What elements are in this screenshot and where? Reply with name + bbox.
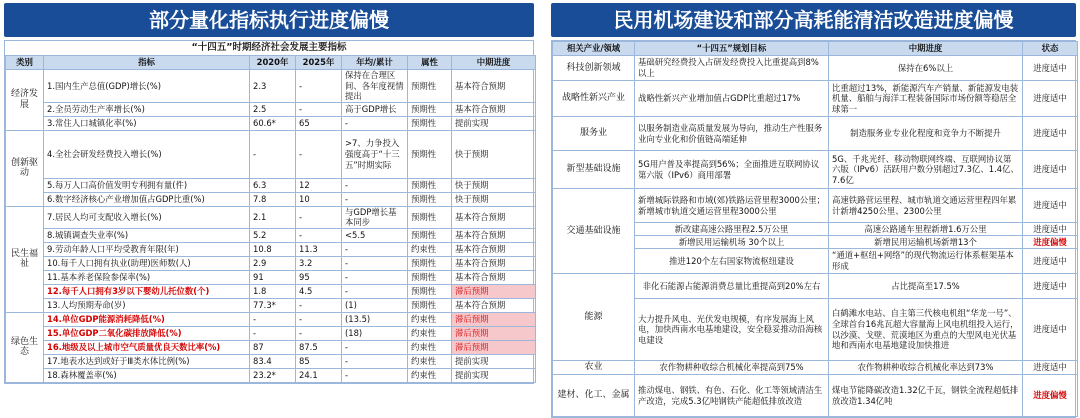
target-cell: 大力提升风电、光伏发电规模，有序发展海上风电，加快西南水电基地建设，安全稳妥推动沿海核电建设 (635, 299, 829, 361)
progress-cell: 滞后预期 (452, 312, 536, 326)
value-2025: 24.1 (296, 368, 342, 382)
value-2020: - (250, 130, 296, 178)
status-cell: 进度适中 (1023, 151, 1078, 189)
indicator-cell: 14.单位GDP能源消耗降低(%) (44, 312, 250, 326)
table-row (6, 228, 536, 242)
table-row (6, 192, 536, 206)
value-2020: 2.5 (250, 102, 296, 116)
value-2020: 83.4 (250, 354, 296, 368)
progress-cell: 基本符合预期 (452, 256, 536, 270)
value-2020: 2.3 (250, 70, 296, 103)
progress-cell: 快于预期 (452, 130, 536, 178)
sector-cell: 交通基础设施 (553, 189, 635, 274)
table-row (553, 151, 1078, 189)
attribute-cell: 约束性 (408, 326, 452, 340)
indicator-cell: 9.劳动年龄人口平均受教育年限(年) (44, 242, 250, 256)
indicator-cell: 6.数字经济核心产业增加值占GDP比重(%) (44, 192, 250, 206)
table-row (553, 117, 1078, 151)
annual-cell: (18) (342, 326, 408, 340)
column-header: 指标 (44, 56, 250, 70)
status-cell: 进度适中 (1023, 117, 1078, 151)
value-2025: 87.5 (296, 340, 342, 354)
attribute-cell: 预期性 (408, 192, 452, 206)
value-2025: 11.3 (296, 242, 342, 256)
right-panel (551, 3, 1076, 405)
progress-cell: 快于预期 (452, 178, 536, 192)
value-2025: - (296, 102, 342, 116)
target-cell: 5G用户普及率提高到56%；全面推进互联网协议第六版（IPv6）商用部署 (635, 151, 829, 189)
annual-cell: 高于GDP增长 (342, 102, 408, 116)
progress-cell: 制造服务业专业化程度和竞争力不断提升 (829, 117, 1023, 151)
status-cell: 进度适中 (1023, 223, 1078, 236)
table-row (6, 270, 536, 284)
value-2025: 10 (296, 192, 342, 206)
value-2020: 10.8 (250, 242, 296, 256)
target-cell: 新改建高速公路里程2.5万公里 (635, 223, 829, 236)
target-cell: 新增民用运输机场 30个以上 (635, 236, 829, 249)
value-2020: 91 (250, 270, 296, 284)
table-row (6, 284, 536, 298)
value-2020: 87 (250, 340, 296, 354)
attribute-cell: 预期性 (408, 178, 452, 192)
left-panel (4, 3, 534, 405)
value-2025: - (296, 312, 342, 326)
annual-cell: (1) (342, 298, 408, 312)
right-title: 民用机场建设和部分高耗能清洁改造进度偏慢 (551, 3, 1076, 37)
indicator-cell: 17.地表水达到或好于Ⅲ类水体比例(%) (44, 354, 250, 368)
attribute-cell: 预期性 (408, 130, 452, 178)
annual-cell: <5.5 (342, 228, 408, 242)
column-header: 相关产业/领域 (553, 42, 635, 56)
table-row (6, 256, 536, 270)
target-cell: 推动煤电、钢铁、有色、石化、化工等领域清洁生产改造，完成5.3亿吨钢铁产能超低排放改造 (635, 375, 829, 417)
column-header: 2020年 (250, 56, 296, 70)
projects-table (552, 41, 1078, 417)
status-cell: 进度偏慢 (1023, 236, 1078, 249)
progress-cell: 高速铁路营运里程、城市轨道交通运营里程四年累计新增4250公里、2300公里 (829, 189, 1023, 223)
progress-cell: 滞后预期 (452, 326, 536, 340)
indicator-cell: 8.城镇调查失业率(%) (44, 228, 250, 242)
target-cell: 基础研究经费投入占研发经费投入比重提高到8%以上 (635, 56, 829, 81)
value-2025: 4.5 (296, 284, 342, 298)
column-header: “十四五”规划目标 (635, 42, 829, 56)
attribute-cell: 预期性 (408, 102, 452, 116)
indicator-cell: 10.每千人口拥有执业(助理)医师数(人) (44, 256, 250, 270)
category-cell: 绿色生态 (6, 312, 44, 382)
table-row (6, 298, 536, 312)
annual-cell: - (342, 116, 408, 130)
indicator-cell: 13.人均预期寿命(岁) (44, 298, 250, 312)
table-header-row (6, 56, 536, 70)
indicators-table (5, 55, 536, 383)
annual-cell: - (342, 284, 408, 298)
value-2025: 12 (296, 178, 342, 192)
annual-cell: - (342, 192, 408, 206)
value-2020: 7.8 (250, 192, 296, 206)
progress-cell: 基本符合预期 (452, 228, 536, 242)
annual-cell: 与GDP增长基本同步 (342, 206, 408, 228)
value-2025: 3.2 (296, 256, 342, 270)
value-2020: - (250, 326, 296, 340)
table-row (6, 326, 536, 340)
table-row (6, 102, 536, 116)
progress-cell: 基本符合预期 (452, 206, 536, 228)
sector-cell: 农业 (553, 361, 635, 375)
category-cell: 创新驱动 (6, 130, 44, 206)
column-header: 类别 (6, 56, 44, 70)
progress-cell: 基本符合预期 (452, 298, 536, 312)
indicator-cell: 1.国内生产总值(GDP)增长(%) (44, 70, 250, 103)
status-cell: 进度适中 (1023, 299, 1078, 361)
table-row (6, 354, 536, 368)
progress-cell: 基本符合预期 (452, 270, 536, 284)
value-2025: - (296, 228, 342, 242)
column-header: 状态 (1023, 42, 1078, 56)
value-2020: 1.8 (250, 284, 296, 298)
progress-cell: 高速公路通车里程新增1.6万公里 (829, 223, 1023, 236)
left-title: 部分量化指标执行进度偏慢 (4, 3, 534, 37)
status-cell: 进度适中 (1023, 81, 1078, 117)
target-cell: 新增城际铁路和市域(郊)铁路运营里程3000公里；新增城市轨道交通运营里程3000公里 (635, 189, 829, 223)
column-header: 属性 (408, 56, 452, 70)
annual-cell: (13.5) (342, 312, 408, 326)
attribute-cell: 预期性 (408, 116, 452, 130)
target-cell: 战略性新兴产业增加值占GDP比重超过17% (635, 81, 829, 117)
value-2020: 6.3 (250, 178, 296, 192)
value-2025: - (296, 298, 342, 312)
indicator-cell: 7.居民人均可支配收入增长(%) (44, 206, 250, 228)
indicator-cell: 5.每万人口高价值发明专利拥有量(件) (44, 178, 250, 192)
sector-cell: 能源 (553, 274, 635, 361)
annual-cell: - (342, 354, 408, 368)
left-subtitle: “十四五”时期经济社会发展主要指标 (5, 41, 533, 55)
table-row (6, 206, 536, 228)
progress-cell: 快于预期 (452, 192, 536, 206)
status-cell: 进度适中 (1023, 274, 1078, 299)
table-row (6, 178, 536, 192)
attribute-cell: 预期性 (408, 206, 452, 228)
progress-cell: 提前实现 (452, 354, 536, 368)
annual-cell: >7、力争投入强度高于“十三五”时期实际 (342, 130, 408, 178)
indicator-cell: 3.常住人口城镇化率(%) (44, 116, 250, 130)
table-row (6, 368, 536, 382)
annual-cell: - (342, 340, 408, 354)
target-cell: 推进120个左右国家物流枢纽建设 (635, 249, 829, 274)
indicator-cell: 2.全员劳动生产率增长(%) (44, 102, 250, 116)
attribute-cell: 约束性 (408, 340, 452, 354)
column-header: 中期进度 (829, 42, 1023, 56)
attribute-cell: 约束性 (408, 312, 452, 326)
value-2020: 60.6* (250, 116, 296, 130)
attribute-cell: 约束性 (408, 242, 452, 256)
value-2025: 85 (296, 354, 342, 368)
value-2025: - (296, 326, 342, 340)
sector-cell: 战略性新兴产业 (553, 81, 635, 117)
table-row (6, 70, 536, 103)
annual-cell: - (342, 178, 408, 192)
column-header: 2025年 (296, 56, 342, 70)
annual-cell: - (342, 256, 408, 270)
attribute-cell: 预期性 (408, 284, 452, 298)
indicator-cell: 16.地级及以上城市空气质量优良天数比率(%) (44, 340, 250, 354)
sector-cell: 服务业 (553, 117, 635, 151)
table-row (553, 274, 1078, 299)
status-cell: 进度偏慢 (1023, 375, 1078, 417)
column-header: 中期进度 (452, 56, 536, 70)
table-header-row (553, 42, 1078, 56)
annual-cell: - (342, 270, 408, 284)
progress-cell: 滞后预期 (452, 284, 536, 298)
table-row (553, 189, 1078, 223)
column-header: 年均/累计 (342, 56, 408, 70)
progress-cell: 提前实现 (452, 368, 536, 382)
sector-cell: 建材、化工、金属 (553, 375, 635, 417)
attribute-cell: 预期性 (408, 298, 452, 312)
value-2025: 65 (296, 116, 342, 130)
table-row (6, 242, 536, 256)
indicator-cell: 18.森林覆盖率(%) (44, 368, 250, 382)
indicator-cell: 4.全社会研发经费投入增长(%) (44, 130, 250, 178)
category-cell: 经济发展 (6, 70, 44, 131)
value-2020: 23.2* (250, 368, 296, 382)
attribute-cell: 约束性 (408, 368, 452, 382)
progress-cell: 占比提高至17.5% (829, 274, 1023, 299)
table-row (6, 116, 536, 130)
annual-cell: - (342, 368, 408, 382)
value-2020: - (250, 312, 296, 326)
progress-cell: 基本符合预期 (452, 70, 536, 103)
attribute-cell: 预期性 (408, 270, 452, 284)
progress-cell: 滞后预期 (452, 340, 536, 354)
progress-cell: 白鹤滩水电站、自主第三代核电机组“华龙一号”、全球首台16兆瓦超大容量海上风电机组投入运行，以沙漠、戈壁、荒漠地区为重点的大型风电光伏基地和西南水电基地建设加快推进 (829, 299, 1023, 361)
value-2020: 77.3* (250, 298, 296, 312)
target-cell: 农作物耕种收综合机械化率提高到75% (635, 361, 829, 375)
progress-cell: 农作物耕种收综合机械化率达到73% (829, 361, 1023, 375)
status-cell: 进度适中 (1023, 361, 1078, 375)
attribute-cell: 预期性 (408, 228, 452, 242)
annual-cell: - (342, 242, 408, 256)
value-2020: 2.9 (250, 256, 296, 270)
table-row (553, 361, 1078, 375)
status-cell: 进度适中 (1023, 189, 1078, 223)
table-row (6, 340, 536, 354)
target-cell: 非化石能源占能源消费总量比重提高到20%左右 (635, 274, 829, 299)
table-row (553, 56, 1078, 81)
progress-cell: “通道+枢纽+网络”的现代物流运行体系框架基本形成 (829, 249, 1023, 274)
value-2020: 2.1 (250, 206, 296, 228)
attribute-cell: 预期性 (408, 70, 452, 103)
progress-cell: 提前实现 (452, 116, 536, 130)
progress-cell: 煤电节能降碳改造1.32亿千瓦，钢铁全流程超低排放改造1.34亿吨 (829, 375, 1023, 417)
category-cell: 民生福祉 (6, 206, 44, 312)
attribute-cell: 约束性 (408, 354, 452, 368)
attribute-cell: 预期性 (408, 256, 452, 270)
indicator-cell: 15.单位GDP二氧化碳排放降低(%) (44, 326, 250, 340)
status-cell: 进度适中 (1023, 249, 1078, 274)
progress-cell: 基本符合预期 (452, 102, 536, 116)
value-2020: 5.2 (250, 228, 296, 242)
value-2025: 95 (296, 270, 342, 284)
sector-cell: 科技创新领域 (553, 56, 635, 81)
table-row (6, 312, 536, 326)
indicator-cell: 12.每千人口拥有3岁以下婴幼儿托位数(个) (44, 284, 250, 298)
status-cell: 进度适中 (1023, 56, 1078, 81)
value-2025: - (296, 206, 342, 228)
progress-cell: 5G、千兆光纤、移动物联网终端、互联网协议第六版（IPv6）活跃用户数分别超过7.3亿、1.4亿、7.6亿 (829, 151, 1023, 189)
progress-cell: 保持在6%以上 (829, 56, 1023, 81)
value-2025: - (296, 70, 342, 103)
progress-cell: 基本符合预期 (452, 242, 536, 256)
target-cell: 以服务制造业高质量发展为导向，推动生产性服务业向专业化和价值链高端延伸 (635, 117, 829, 151)
value-2025: - (296, 130, 342, 178)
table-row (553, 81, 1078, 117)
progress-cell: 比重超过13%，新能源汽车产销量、新能源发电装机量、船舶与海洋工程装备国际市场份额等稳居全球第一 (829, 81, 1023, 117)
table-row (553, 375, 1078, 417)
sector-cell: 新型基础设施 (553, 151, 635, 189)
indicator-cell: 11.基本养老保险参保率(%) (44, 270, 250, 284)
table-row (6, 130, 536, 178)
annual-cell: 保持在合理区间、各年度视情提出 (342, 70, 408, 103)
progress-cell: 新增民用运输机场新增13个 (829, 236, 1023, 249)
